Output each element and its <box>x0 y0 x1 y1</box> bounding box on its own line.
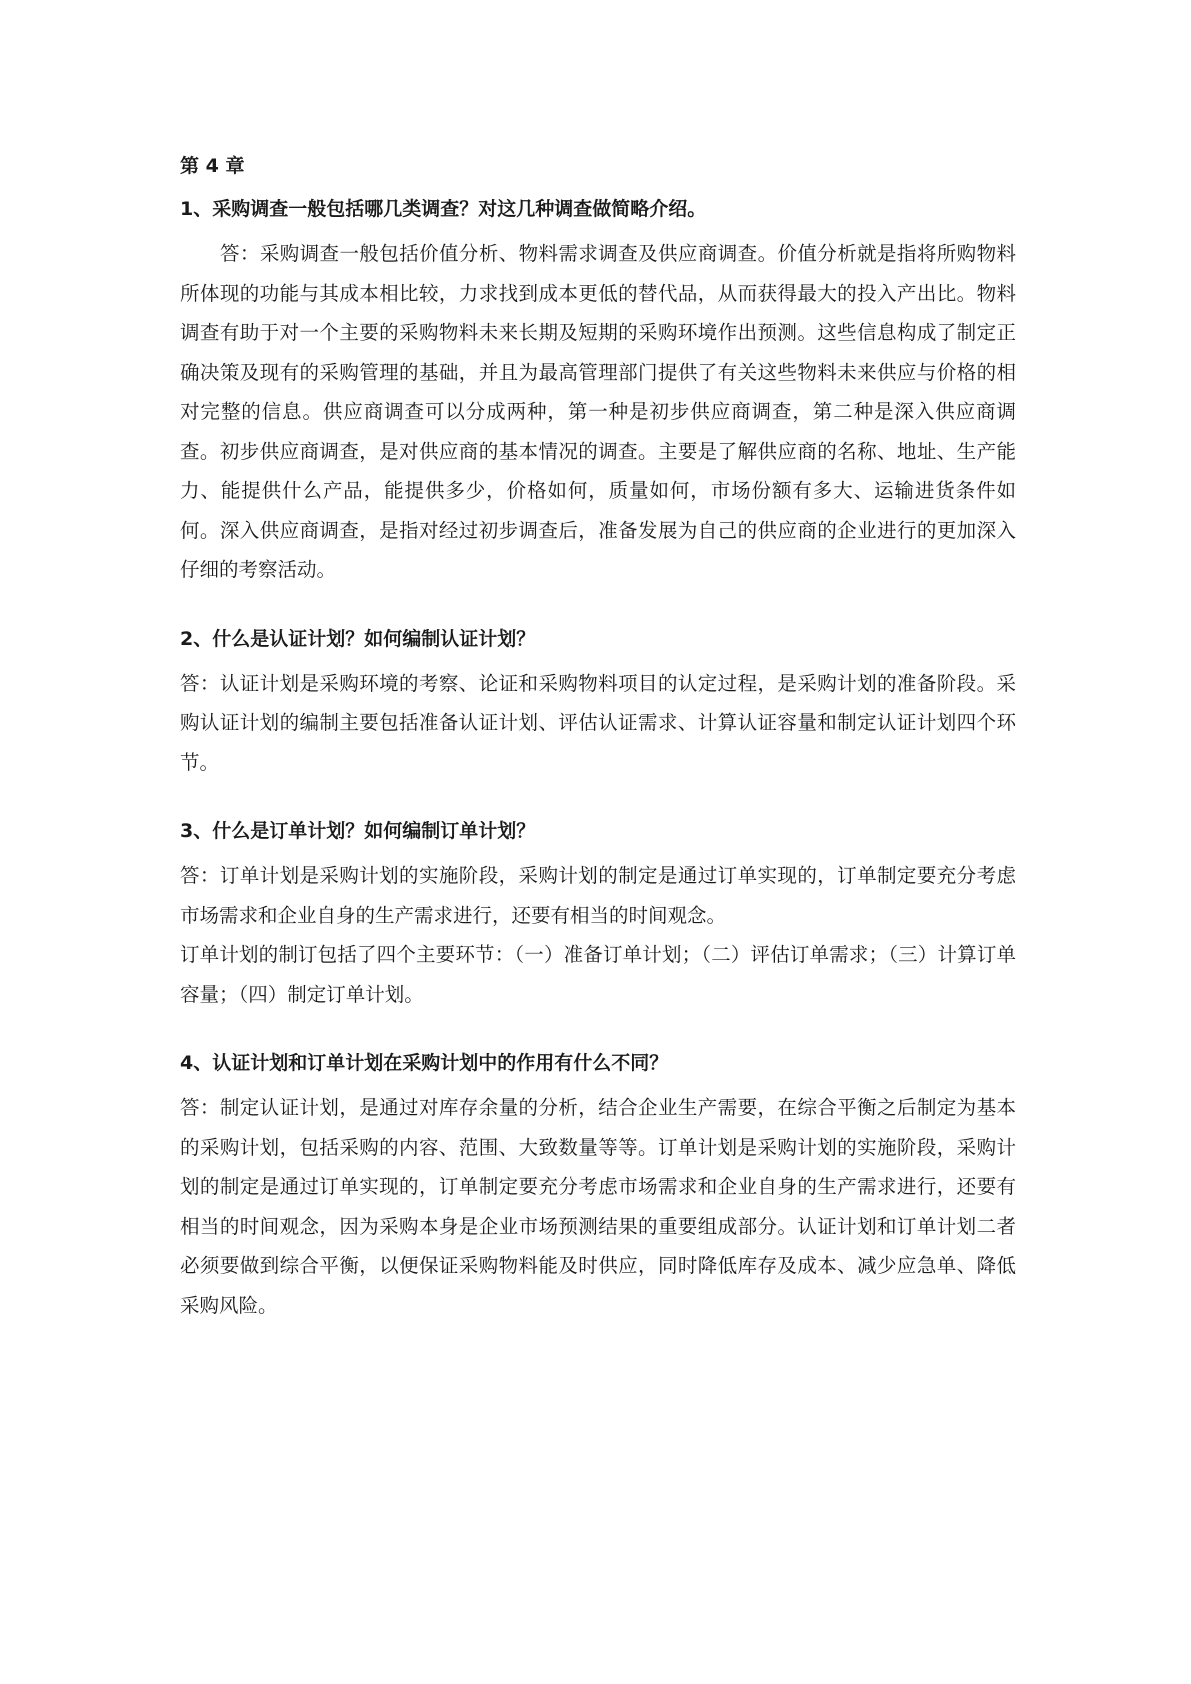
qa-section-2 <box>180 627 1016 783</box>
qa-section-1 <box>180 197 1016 590</box>
chapter-heading: 第 4 章 <box>180 155 245 177</box>
qa-section-4 <box>180 1051 1016 1325</box>
answer-3-paragraph-2: 订单计划的制订包括了四个主要环节：（一）准备订单计划；（二）评估订单需求；（三）计算订单容量；（四）制定订单计划。 <box>180 943 1016 1006</box>
question-1-title: 1、采购调查一般包括哪几类调查？对这几种调查做简略介绍。 <box>180 198 707 220</box>
answer-1-paragraph: 答：采购调查一般包括价值分析、物料需求调查及供应商调查。价值分析就是指将所购物料所体现的功能与其成本相比较，力求找到成本更低的替代品，从而获得最大的投入产出比。物料调查有助于对一个主要的采购物料未来长期及短期的采购环境作出预测。这些信息构成了制定正确决策及现有的采购管理的基础，并且为最高管理部门提供了有关这些物料未来供应与价格的相对完整的信息。供应商调查可以分成两种，第一种是初步供应商调查，第二种是深入供应商调查。初步供应商调查，是对供应商的基本情况的调查。主要是了解供应商的名称、地址、生产能力、能提供什么产品，能提供多少，价格如何，质量如何，市场份额有多大、运输进货条件如何。深入供应商调查，是指对经过初步调查后，准备发展为自己的供应商的企业进行的更加深入仔细的考察活动。 <box>180 242 1016 581</box>
answer-3-paragraph-1: 答：订单计划是采购计划的实施阶段，采购计划的制定是通过订单实现的，订单制定要充分考虑市场需求和企业自身的生产需求进行，还要有相当的时间观念。 <box>180 864 1016 927</box>
answer-4-paragraph: 答：制定认证计划，是通过对库存余量的分析，结合企业生产需要，在综合平衡之后制定为基本的采购计划，包括采购的内容、范围、大致数量等等。订单计划是采购计划的实施阶段，采购计划的制定是通过订单实现的，订单制定要充分考虑市场需求和企业自身的生产需求进行，还要有相当的时间观念，因为采购本身是企业市场预测结果的重要组成部分。认证计划和订单计划二者必须要做到综合平衡，以便保证采购物料能及时供应，同时降低库存及成本、减少应急单、降低采购风险。 <box>180 1096 1016 1317</box>
document-body <box>180 154 1016 1325</box>
qa-section-3 <box>180 819 1016 1014</box>
question-4-title: 4、认证计划和订单计划在采购计划中的作用有什么不同？ <box>180 1052 669 1074</box>
question-3-title: 3、什么是订单计划？如何编制订单计划？ <box>180 820 536 842</box>
answer-2-paragraph: 答：认证计划是采购环境的考察、论证和采购物料项目的认定过程，是采购计划的准备阶段。采购认证计划的编制主要包括准备认证计划、评估认证需求、计算认证容量和制定认证计划四个环节。 <box>180 671 1016 774</box>
question-2-title: 2、什么是认证计划？如何编制认证计划？ <box>180 627 536 650</box>
